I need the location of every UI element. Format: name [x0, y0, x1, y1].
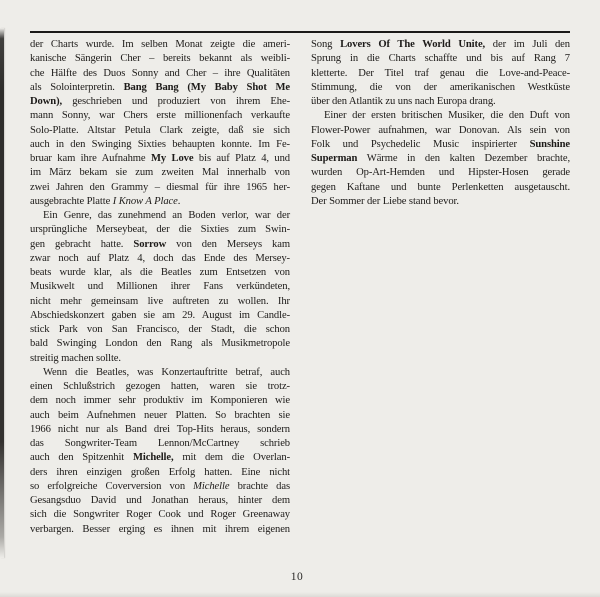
text-line: Stimmung, die von der amerikanischen Westküste: [311, 81, 570, 93]
header-rule: [30, 31, 570, 33]
text-line: dem noch immer sehr produktiv im Komponieren wie: [30, 395, 290, 407]
text-line: verbargen. Besser erging es ihnen mit ihrem eigenen: [30, 523, 290, 535]
text-line: stick Park von San Francisco, der Stadt, die schon: [30, 324, 290, 335]
text-line: Sprung in die Charts schaffte und bis auf Rang 7: [311, 53, 570, 65]
text-line: 1966 nicht nur als Band drei Top-Hits heraus, sondern: [30, 423, 290, 435]
text-line: bruar kam ihre Aufnahme My Love bis auf Platz 4, und: [30, 153, 290, 164]
text-line: Superman Wärme in den kalten Dezember brachte,: [311, 153, 570, 164]
text-line: kletterte. Der Titel traf genau die Love-and-Peace-: [311, 67, 570, 79]
right-column: [311, 38, 570, 537]
text-line: bald Swinging London den Rang als Musikmetropole: [30, 338, 290, 350]
text-line: Folk und Psychedelic Music inspirierter Sunshine: [311, 138, 570, 150]
left-column: [30, 38, 290, 537]
text-line: Abschiedskonzert gaben sie am 29. August im Candle-: [30, 309, 290, 321]
text-line: gen gebracht hatte. Sorrow von den Merseys kam: [30, 238, 290, 250]
text-line: Der Sommer der Liebe stand bevor.: [311, 195, 459, 207]
scan-bottom-edge-shadow: [0, 592, 600, 597]
text-line: ursprüngliche Merseybeat, der die Sixties zum Swin-: [30, 224, 290, 236]
text-line: nicht mehr gemeinsam live auftreten zu wollen. Ihr: [30, 295, 290, 307]
text-line: einen Schlußstrich gezogen hatten, waren sie trotz-: [30, 381, 290, 392]
text-line: wurden Op-Art-Hemden und Hipster-Hosen gerade: [311, 167, 570, 179]
text-line: mann Sonny, war Chers erste millionenfach verkaufte: [30, 110, 290, 122]
page-number: 10: [290, 571, 304, 583]
text-line: auch in den Swinging Sixties behaupten konnte. Im Fe-: [30, 138, 290, 150]
scan-gutter-shadow: [0, 28, 4, 558]
text-line: als Solointerpretin. Bang Bang (My Baby Shot Me: [30, 81, 291, 93]
text-line: streitig machen sollte.: [30, 352, 121, 364]
text-line: gegen Kaftane und bunte Perlenketten ausgetauscht.: [311, 181, 570, 193]
text-line: das Songwriter-Team Lennon/McCartney schrieb: [30, 438, 290, 449]
text-line: zwar noch auf Platz 4, doch das Ende des Mersey-: [30, 252, 290, 264]
text-line: über den Atlantik zu uns nach Europa drang.: [311, 96, 496, 107]
text-line: ausgebrachte Platte I Know A Place.: [30, 195, 181, 207]
text-line: auch den Spitzenhit Michelle, mit dem die Overlan-: [30, 452, 291, 464]
text-line: so erfolgreiche Coverversion von Michelle brachte das: [30, 480, 290, 492]
text-line: Solo-Platte. Altstar Petula Clark zeigte, daß sie sich: [30, 124, 290, 136]
text-line: Musikwelt und Millionen ihrer Fans verkündeten,: [30, 281, 290, 293]
text-line: ders ihren einzigen großen Erfolg hatten. Eine nicht: [30, 466, 290, 478]
text-line: Down), geschrieben und produziert von ihrem Ehe-: [30, 96, 290, 107]
text-line: Song Lovers Of The World Unite, der im Juli den: [311, 39, 570, 50]
text-line: Wenn die Beatles, was Konzertauftritte betraf, auch: [43, 366, 290, 378]
text-line: im März bekam sie zum zweiten Mal innerhalb von: [30, 167, 290, 179]
text-line: kanische Sängerin Cher – bereits bekannt als weibli-: [30, 53, 290, 65]
text-columns: [30, 38, 570, 537]
text-line: sich die Songwriter Roger Cook und Roger Greenaway: [30, 509, 290, 521]
text-line: auch beim Aufnehmen neuer Platten. So brachten sie: [30, 409, 290, 421]
text-line: beats wurde klar, als die Beatles zum Entsetzen von: [30, 267, 290, 278]
text-line: Gesangsduo David und Jonathan heraus, hinter dem: [30, 495, 290, 506]
text-line: der Charts wurde. Im selben Monat zeigte die ameri-: [30, 39, 290, 50]
text-line: Flower-Power aufnahmen, war Donovan. Als sein von: [311, 124, 570, 136]
text-line: Einer der ersten britischen Musiker, die den Duft von: [324, 110, 570, 122]
text-line: Ein Genre, das zunehmend an Boden verlor, war der: [43, 210, 290, 221]
text-line: che Hälfte des Duos Sonny and Cher – ihre Qualitäten: [30, 67, 290, 79]
text-line: zwei Jahren den Grammy – diesmal für ihre 1965 her-: [30, 181, 290, 193]
